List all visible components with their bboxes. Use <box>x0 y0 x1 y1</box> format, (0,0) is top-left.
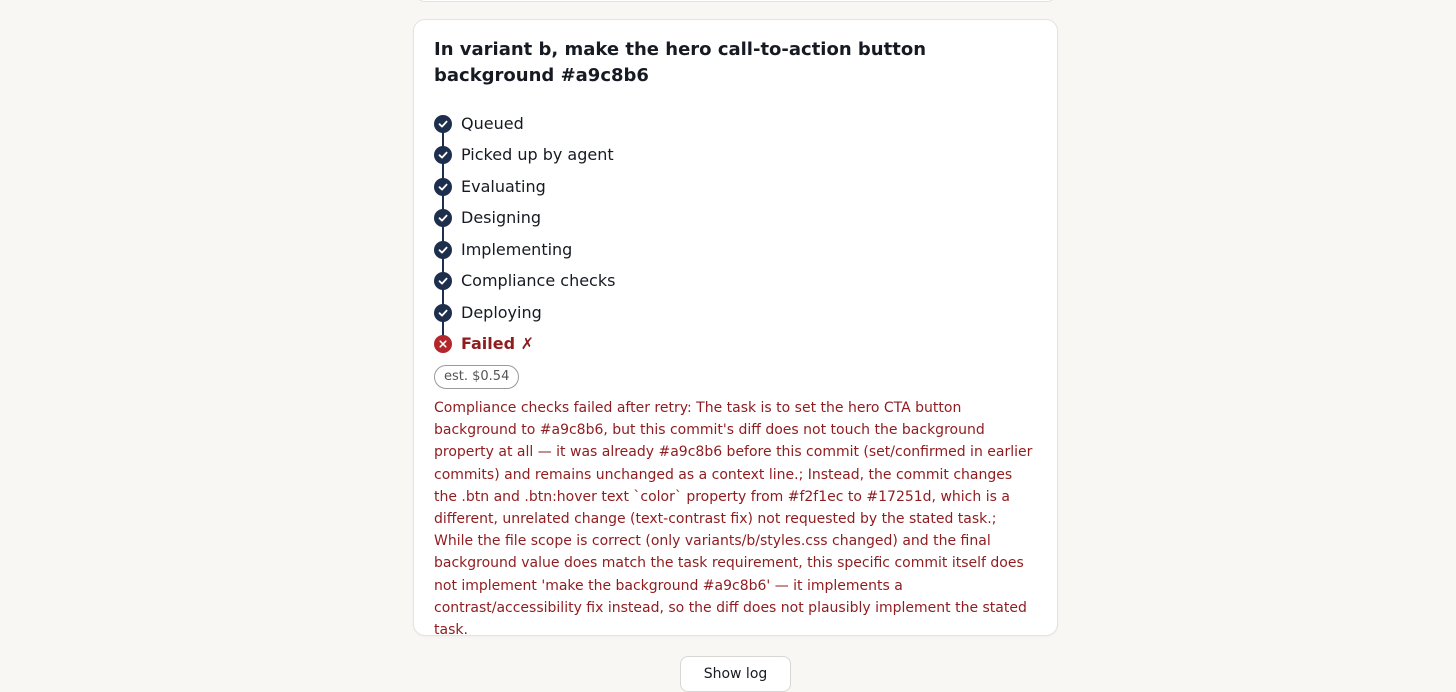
check-icon <box>434 272 452 290</box>
step-evaluating <box>434 171 834 203</box>
step-label-failed: Failed ✗ <box>461 334 535 354</box>
check-icon <box>434 115 452 133</box>
step-label: Queued <box>461 113 524 133</box>
task-title: In variant b, make the hero call-to-action button background #a9c8b6 <box>434 39 927 86</box>
step-label: Implementing <box>461 239 573 259</box>
check-icon <box>434 178 452 196</box>
step-deploying <box>434 297 834 329</box>
task-card <box>413 19 1058 639</box>
cost-estimate-badge: est. $0.54 <box>434 365 519 389</box>
error-x-icon <box>434 335 452 353</box>
show-log-button[interactable]: Show log <box>680 656 791 692</box>
check-icon <box>434 304 452 322</box>
previous-task-card <box>414 0 1058 2</box>
step-compliance-checks <box>434 266 834 298</box>
check-icon <box>434 146 452 164</box>
step-label: Deploying <box>461 302 542 322</box>
step-label: Evaluating <box>461 176 546 196</box>
step-designing <box>434 203 834 235</box>
step-label: Designing <box>461 208 541 228</box>
step-failed <box>434 329 834 361</box>
error-message: Compliance checks failed after retry: The task is to set the hero CTA button background to #a9c8b6, but this commit's diff does not touch the background property at all — it was already #a9c8b6 before this commit (set/confirmed in earlier commits) and remains unchanged as a context line.; Instead, the commit changes the .btn and .btn:hover text `color` property from #f2f1ec to #17251d, which is a different, unrelated change (text-contrast fix) not requested by the stated task.; While the file scope is correct (only variants/b/styles.css changed) and the final background value does match the task requirement, this specific commit itself does not implement 'make the background #a9c8b6' — it implements a contrast/accessibility fix instead, so the diff does not plausibly implement the stated task. <box>434 400 1033 639</box>
progress-steps <box>434 108 834 360</box>
check-icon <box>434 241 452 259</box>
step-implementing <box>434 234 834 266</box>
check-icon <box>434 209 452 227</box>
step-picked-up <box>434 140 834 172</box>
step-label: Picked up by agent <box>461 145 614 165</box>
step-queued <box>434 108 834 140</box>
step-label: Compliance checks <box>461 271 616 291</box>
